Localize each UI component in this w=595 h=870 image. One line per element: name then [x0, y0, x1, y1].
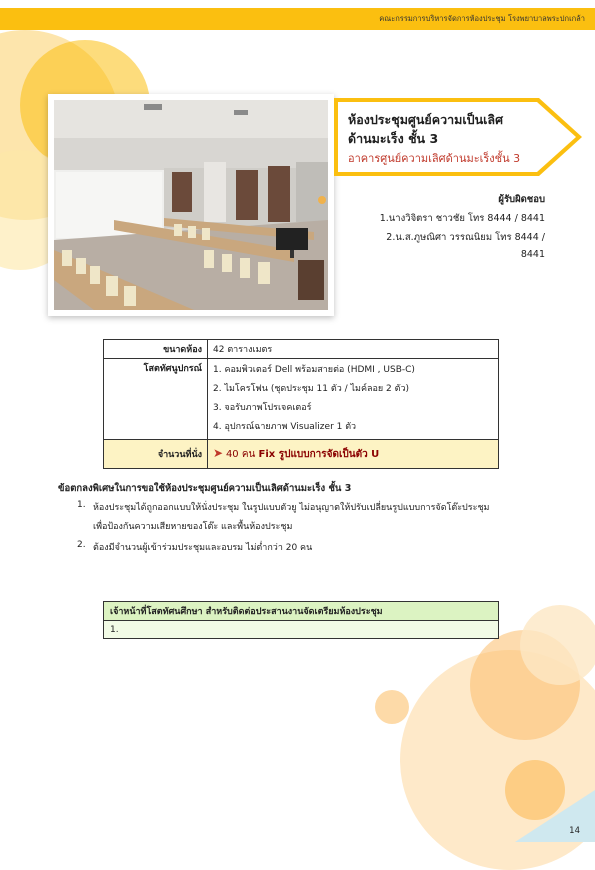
size-label: ขนาดห้อง: [104, 340, 208, 359]
room-title-line2: ด้านมะเร็ง ชั้น 3: [348, 131, 439, 146]
decor-corner: [515, 790, 595, 842]
room-photo: [48, 94, 334, 316]
rule-item-2: ต้องมีจำนวนผู้เข้าร่วมประชุมและอบรม ไม่ต่ำกว่า 20 คน: [93, 543, 313, 553]
rule-item-1-line1: ห้องประชุมได้ถูกออกแบบให้นั่งประชุม ในรูปแบบตัวยู ไม่อนุญาตให้ปรับเปลี่ยนรูปแบบการจัดโต๊ะประชุม: [93, 503, 490, 513]
decor-circle: [375, 690, 409, 724]
room-title-line1: ห้องประชุมศูนย์ความเป็นเลิศ: [348, 112, 503, 127]
responsible-person-1: 1.นางวิจิตรา ชาวชัย โทร 8444 / 8441: [379, 213, 545, 224]
equipment-label: โสตทัศนูปกรณ์: [104, 359, 208, 440]
decor-circle: [520, 605, 595, 685]
size-value: 42 ตารางเมตร: [208, 340, 499, 359]
contact-table: [103, 601, 499, 639]
responsible-person-2: 2.น.ส.ภูษณิศา วรรณนิยม โทร 8444 /: [386, 232, 545, 243]
rule-number: 2.: [77, 540, 86, 550]
rule-item-1-line2: เพื่อป้องกันความเสียหายของโต๊ะ และพื้นห้องประชุม: [93, 522, 293, 532]
capacity-format: Fix รูปแบบการจัดเป็นตัว U: [258, 449, 380, 460]
equipment-item: 3. จอรับภาพโปรเจคเตอร์: [213, 403, 312, 413]
equipment-item: 1. คอมพิวเตอร์ Dell พร้อมสายต่อ (HDMI , USB-C): [213, 365, 415, 375]
page-number: 14: [569, 826, 580, 836]
header-text: คณะกรรมการบริหารจัดการห้องประชุม โรงพยาบาลพระปกเกล้า: [379, 14, 585, 23]
rules-title: ข้อตกลงพิเศษในการขอใช้ห้องประชุมศูนย์ความเป็นเลิศด้านมะเร็ง ชั้น 3: [58, 483, 352, 494]
contact-row-1: 1.: [104, 621, 499, 639]
table-row: [104, 602, 499, 621]
responsible-heading: ผู้รับผิดชอบ: [498, 194, 545, 205]
capacity-label: จำนวนที่นั่ง: [104, 440, 208, 469]
table-row: [104, 440, 499, 469]
room-building: อาคารศูนย์ความเลิศด้านมะเร็งชั้น 3: [348, 152, 521, 165]
equipment-list: [208, 359, 499, 440]
capacity-value: 40 คน: [225, 449, 259, 460]
arrow-icon: ➤: [213, 446, 224, 460]
equipment-item: 4. อุปกรณ์ฉายภาพ Visualizer 1 ตัว: [213, 422, 357, 432]
header-bar: [0, 8, 595, 30]
room-title-box: [334, 98, 584, 176]
capacity-cell: [208, 440, 499, 469]
table-row: [104, 621, 499, 639]
table-row: [104, 359, 499, 440]
rule-number: 1.: [77, 500, 86, 510]
responsible-person-2-cont: 8441: [520, 249, 545, 260]
room-info-table: [103, 339, 499, 469]
contact-heading: เจ้าหน้าที่โสตทัศนศึกษา สำหรับติดต่อประสานงานจัดเตรียมห้องประชุม: [104, 602, 499, 621]
table-row: [104, 340, 499, 359]
equipment-item: 2. ไมโครโฟน (ชุดประชุม 11 ตัว / ไมค์ลอย 2 ตัว): [213, 384, 410, 394]
